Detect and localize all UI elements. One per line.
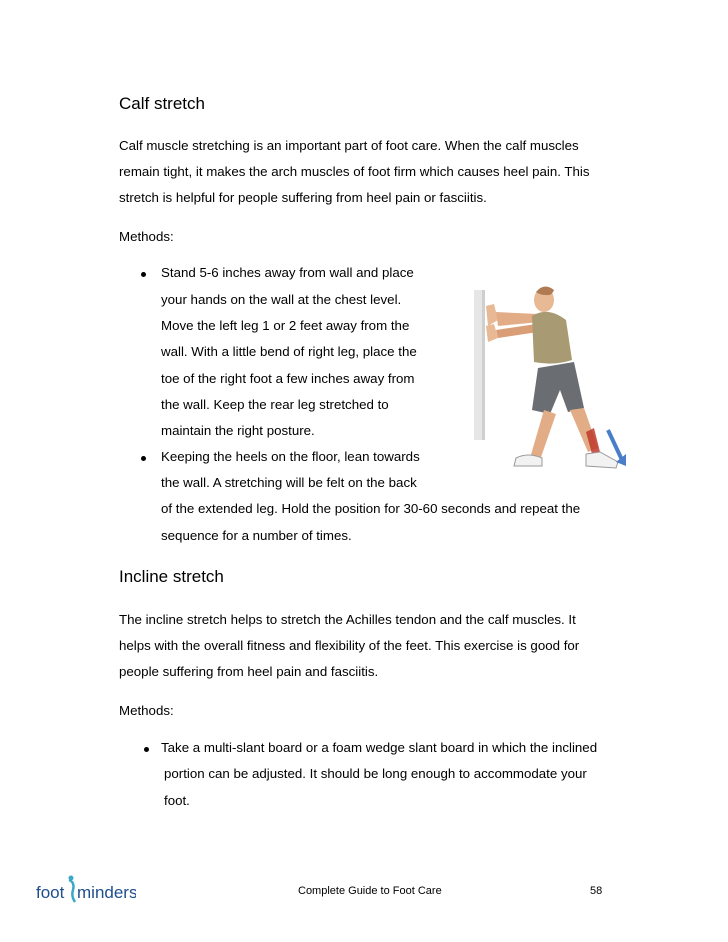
- paragraph-line: Calf muscle stretching is an important part of foot care. When the calf muscles: [119, 138, 579, 153]
- section-heading-incline-stretch: Incline stretch: [119, 567, 224, 586]
- methods-label: Methods:: [119, 703, 174, 718]
- bullet-line: wall. With a little bend of right leg, place the: [161, 344, 417, 359]
- paragraph-line: helps with the overall fitness and flexibility of the feet. This exercise is good for: [119, 638, 580, 653]
- bullet-marker: [141, 456, 146, 461]
- bullet-line: toe of the right foot a few inches away from: [161, 371, 415, 386]
- stretch-arrow: [608, 430, 622, 460]
- bullet-line: Take a multi-slant board or a foam wedge slant board in which the inclined: [161, 740, 598, 755]
- bullet-line: the wall. Keep the rear leg stretched to: [161, 397, 389, 412]
- bullet-marker: [141, 272, 146, 277]
- bullet-line: portion can be adjusted. It should be long enough to accommodate your: [164, 766, 587, 781]
- bullet-line: sequence for a number of times.: [161, 528, 352, 543]
- bullet-line: the wall. A stretching will be felt on the back: [161, 475, 417, 490]
- bullet-line: maintain the right posture.: [161, 423, 315, 438]
- logo-text-minders: minders: [77, 883, 136, 902]
- methods-label: Methods:: [119, 229, 174, 244]
- logo-figure-icon: [69, 880, 75, 902]
- calf-stretch-illustration: [458, 282, 643, 482]
- bullet-line: Keeping the heels on the floor, lean towards: [161, 449, 420, 464]
- paragraph-line: people suffering from heel pain and fasciitis.: [119, 664, 379, 679]
- section-heading-calf-stretch: Calf stretch: [119, 94, 205, 113]
- page-number: 58: [590, 885, 603, 897]
- bullet-line: Move the left leg 1 or 2 feet away from the: [161, 318, 410, 333]
- bullet-line: your hands on the wall at the chest level.: [161, 292, 402, 307]
- bullet-marker: [144, 747, 149, 752]
- bullet-line: of the extended leg. Hold the position for 30-60 seconds and repeat the: [161, 501, 581, 516]
- footer-title: Complete Guide to Foot Care: [298, 885, 442, 897]
- logo-text-foot: foot: [36, 883, 65, 902]
- bullet-line: Stand 5-6 inches away from wall and place: [161, 265, 414, 280]
- paragraph-line: The incline stretch helps to stretch the Achilles tendon and the calf muscles. It: [119, 612, 576, 627]
- paragraph-line: stretch is helpful for people suffering from heel pain or fasciitis.: [119, 190, 487, 205]
- footminders-logo: [36, 872, 136, 910]
- paragraph-line: remain tight, it makes the arch muscles of foot firm which causes heel pain. This: [119, 164, 590, 179]
- bullet-line: foot.: [164, 793, 190, 808]
- wall-shape: [474, 290, 482, 440]
